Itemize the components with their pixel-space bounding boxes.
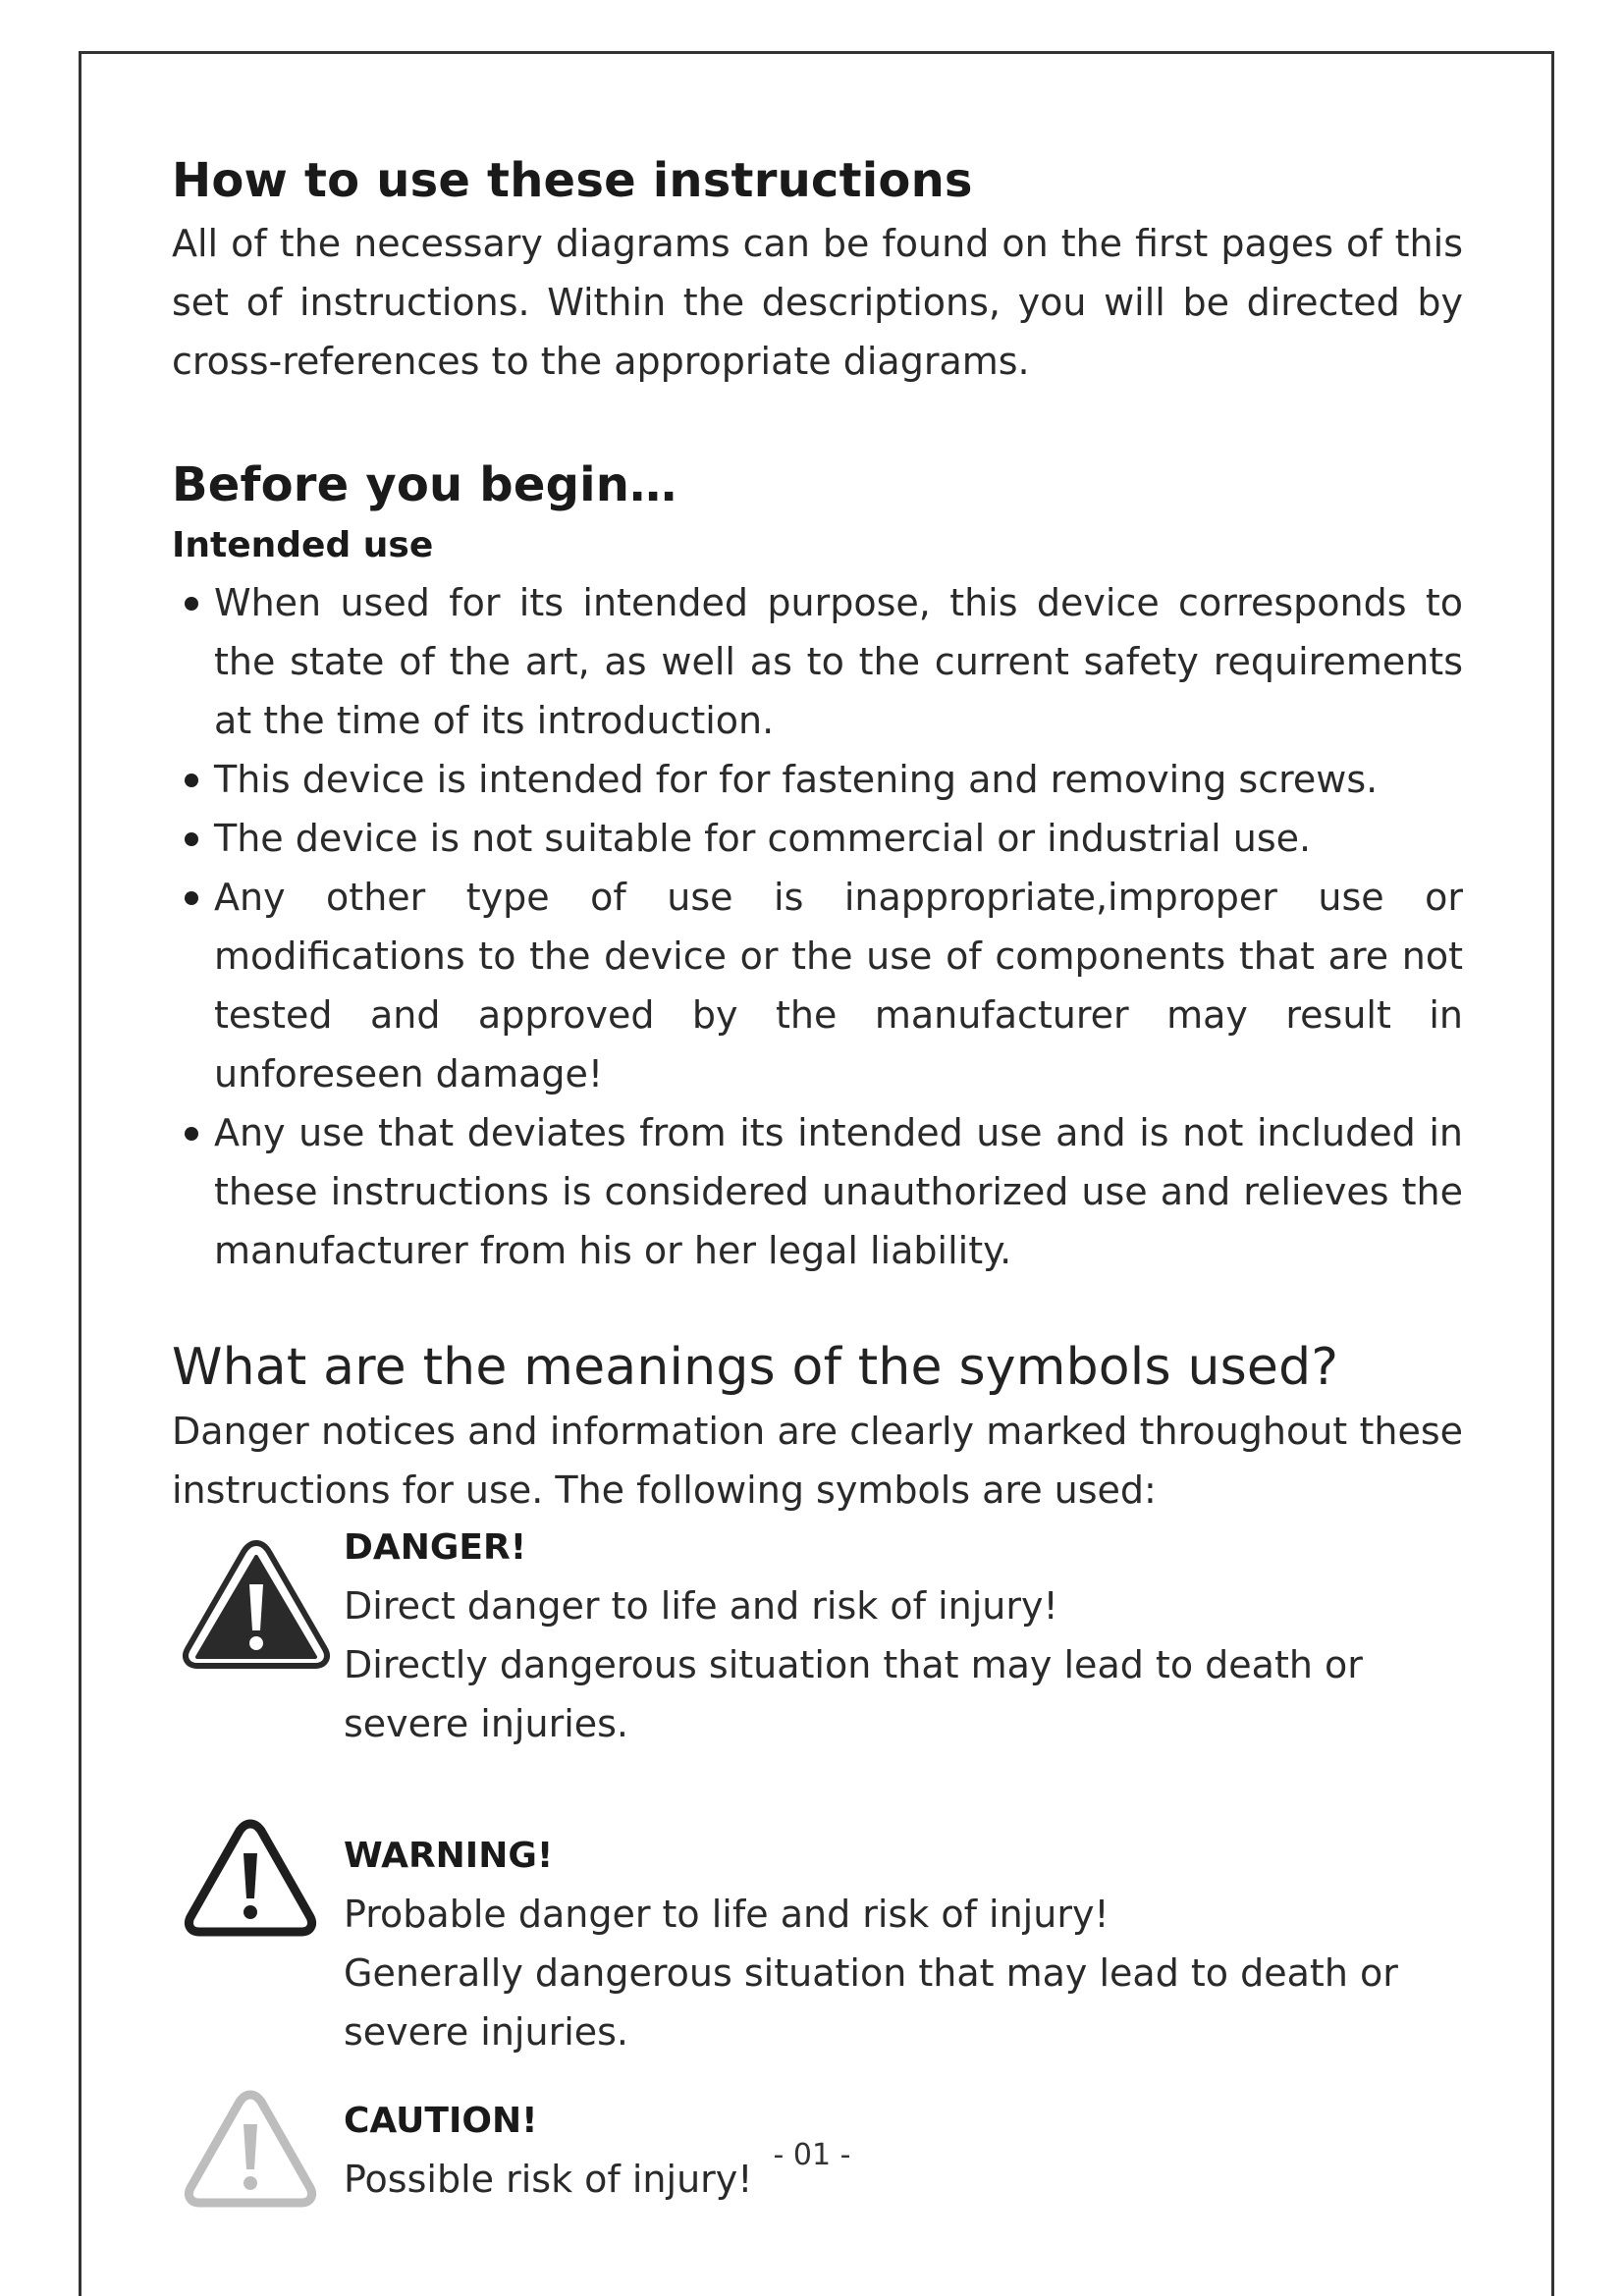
list-item-text: This device is intended for for fastening and removing screws. [214,758,1379,801]
intended-use-list [172,573,1463,1280]
caution-line-1: Possible risk of injury! [344,2158,753,2201]
bullet-dot-icon [185,1127,198,1141]
warning-label: WARNING! [344,1836,554,1876]
symbol-danger [172,1520,1463,1814]
caution-label: CAUTION! [344,2101,538,2141]
list-item-text: Any other type of use is inappropriate,improper use or modifications to the device or the use of components that are not tested and approved by the manufacturer may result in unforeseen damage! [214,876,1463,1095]
symbol-warning [172,1814,1463,2093]
symbols-intro-paragraph: Danger notices and information are clearly marked throughout these instructions for use. The following symbols are used: [172,1410,1463,1512]
warning-triangle-icon [182,1816,319,1940]
danger-label: DANGER! [344,1527,527,1568]
danger-triangle-icon [182,1537,331,1671]
warning-line-1: Probable danger to life and risk of injury! [344,1893,1110,1936]
list-item [172,809,1463,868]
warning-line-2: Generally dangerous situation that may lead to death or severe injuries. [344,1951,1398,2054]
list-item-text: When used for its intended purpose, this device corresponds to the state of the art, as well as to the current safety requirements at the time of its introduction. [214,581,1463,742]
list-item [172,868,1463,1103]
bullet-dot-icon [185,832,198,846]
list-item [172,1103,1463,1280]
list-item [172,750,1463,809]
bullet-dot-icon [185,774,198,787]
section-title-how-to-use: How to use these instructions [172,153,973,208]
danger-line-2: Directly dangerous situation that may lead to death or severe injuries. [344,1643,1363,1745]
subtitle-intended-use: Intended use [172,525,434,565]
page-number: - 01 - [773,2138,851,2172]
page-content [172,147,1463,2220]
list-item-text: Any use that deviates from its intended use and is not included in these instructions is considered unauthorized use and relieves the manufacturer from his or her legal liability. [214,1111,1463,1272]
danger-line-1: Direct danger to life and risk of injury! [344,1584,1058,1628]
bullet-dot-icon [185,891,198,905]
bullet-dot-icon [185,597,198,611]
how-to-use-paragraph: All of the necessary diagrams can be found on the first pages of this set of instructions. Within the descriptions, you will be directed by cross-references to the appropriate diagrams. [172,222,1463,383]
section-title-before-you-begin: Before you begin… [172,457,677,512]
list-item-text: The device is not suitable for commercial or industrial use. [214,817,1312,860]
section-title-symbols: What are the meanings of the symbols used? [172,1338,1339,1397]
list-item [172,573,1463,750]
